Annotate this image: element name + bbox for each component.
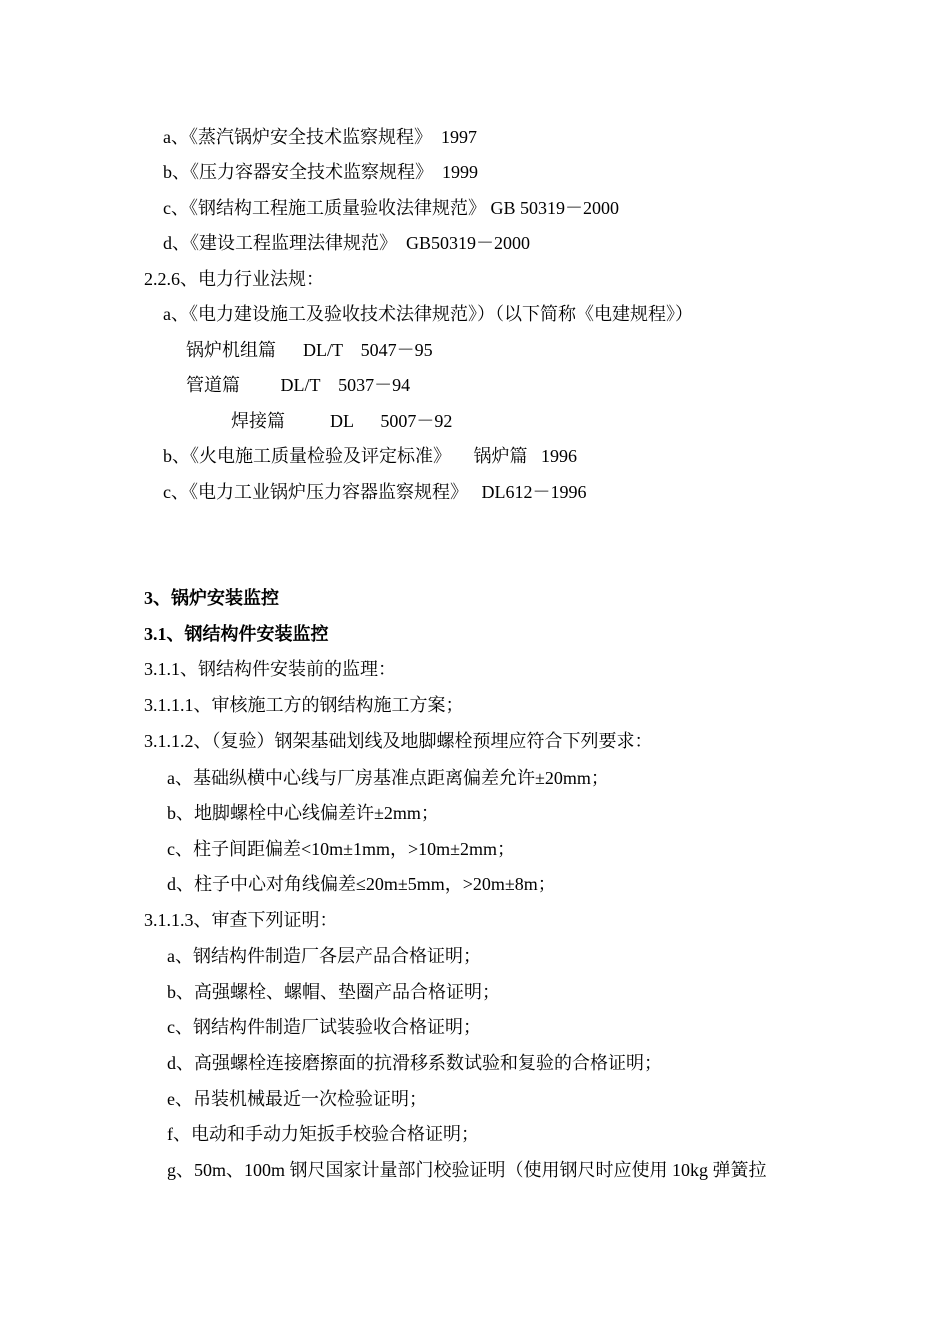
paragraph: 3.1.1、钢结构件安装前的监理： [144, 659, 396, 679]
paragraph: 3.1.1.1、审核施工方的钢结构施工方案； [144, 695, 464, 715]
list-item: f、电动和手动力矩扳手校验合格证明； [167, 1124, 479, 1144]
paragraph: 3.1.1.3、审查下列证明： [144, 910, 338, 930]
list-item: d、《建设工程监理法律规范》 GB50319－2000 [163, 233, 531, 253]
list-item: b、《压力容器安全技术监察规程》 1999 [163, 162, 478, 182]
list-item: c、《钢结构工程施工质量验收法律规范》 GB 50319－2000 [163, 198, 619, 218]
sub-list-item: 焊接篇 DL 5007－92 [231, 411, 453, 431]
list-item: b、高强螺栓、螺帽、垫圈产品合格证明； [167, 982, 500, 1002]
list-item: c、《电力工业锅炉压力容器监察规程》 DL612－1996 [163, 482, 587, 502]
section-heading: 3.1、钢结构件安装监控 [144, 624, 329, 644]
sub-list-item: 锅炉机组篇 DL/T 5047－95 [186, 340, 433, 360]
list-item: e、吊装机械最近一次检验证明； [167, 1089, 427, 1109]
section-heading: 2.2.6、电力行业法规： [144, 269, 324, 289]
sub-list-item: 管道篇 DL/T 5037－94 [186, 375, 411, 395]
paragraph: 3.1.1.2、（复验）钢架基础划线及地脚螺栓预埋应符合下列要求： [144, 731, 653, 751]
list-item: d、柱子中心对角线偏差≤20m±5mm，>20m±8m； [167, 874, 556, 894]
list-item: a、钢结构件制造厂各层产品合格证明； [167, 946, 481, 966]
list-item: c、柱子间距偏差<10m±1mm，>10m±2mm； [167, 839, 516, 859]
list-item: b、《火电施工质量检验及评定标准》 锅炉篇 1996 [163, 446, 577, 466]
chapter-heading: 3、锅炉安装监控 [144, 588, 279, 608]
list-item: d、高强螺栓连接磨擦面的抗滑移系数试验和复验的合格证明； [167, 1053, 662, 1073]
list-item: a、《蒸汽锅炉安全技术监察规程》 1997 [163, 127, 477, 147]
list-item: c、钢结构件制造厂试装验收合格证明； [167, 1017, 481, 1037]
list-item: g、50m、100m 钢尺国家计量部门校验证明（使用钢尺时应使用 10kg 弹簧拉 [167, 1160, 767, 1180]
list-item: a、基础纵横中心线与厂房基准点距离偏差允许±20mm； [167, 768, 609, 788]
list-item: a、《电力建设施工及验收技术法律规范》）（以下简称《电建规程》） [163, 304, 693, 324]
list-item: b、地脚螺栓中心线偏差许±2mm； [167, 803, 439, 823]
